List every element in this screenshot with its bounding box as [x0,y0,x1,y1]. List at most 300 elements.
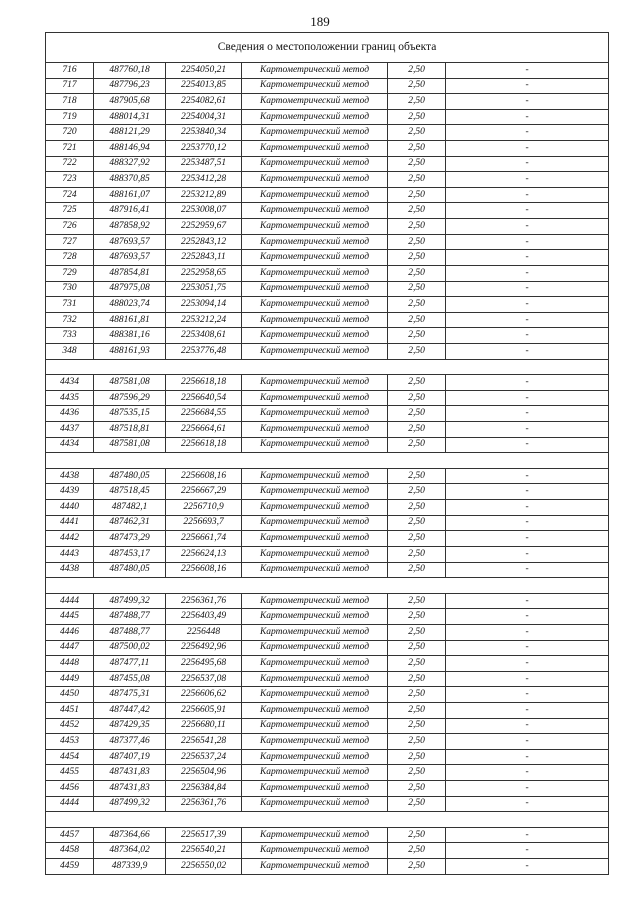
table-row [46,375,609,391]
table-row [46,343,609,359]
y-coordinate-cell: 2252959,67 [166,219,242,235]
y-coordinate-cell: 2256605,91 [166,702,242,718]
accuracy-cell: 2,50 [388,531,446,547]
method-cell: Картометрический метод [242,640,388,656]
description-cell: - [446,468,609,484]
method-cell: Картометрический метод [242,827,388,843]
table-row [46,546,609,562]
x-coordinate-cell: 487431,83 [94,781,166,797]
accuracy-cell: 2,50 [388,624,446,640]
point-number-cell: 730 [46,281,94,297]
method-cell: Картометрический метод [242,297,388,313]
accuracy-cell: 2,50 [388,437,446,453]
description-cell: - [446,827,609,843]
point-number-cell: 4452 [46,718,94,734]
description-cell: - [446,109,609,125]
table-row [46,203,609,219]
description-cell: - [446,343,609,359]
y-coordinate-cell: 2254004,31 [166,109,242,125]
point-number-cell: 4443 [46,546,94,562]
accuracy-cell: 2,50 [388,796,446,812]
accuracy-cell: 2,50 [388,203,446,219]
method-cell: Картометрический метод [242,281,388,297]
x-coordinate-cell: 487581,08 [94,437,166,453]
x-coordinate-cell: 487447,42 [94,702,166,718]
description-cell: - [446,375,609,391]
point-number-cell: 724 [46,187,94,203]
accuracy-cell: 2,50 [388,172,446,188]
description-cell: - [446,484,609,500]
accuracy-cell: 2,50 [388,515,446,531]
table-row [46,281,609,297]
description-cell: - [446,562,609,578]
description-cell: - [446,593,609,609]
point-number-cell: 716 [46,63,94,79]
description-cell: - [446,515,609,531]
y-coordinate-cell: 2256403,49 [166,609,242,625]
table-row [46,734,609,750]
accuracy-cell: 2,50 [388,78,446,94]
accuracy-cell: 2,50 [388,343,446,359]
y-coordinate-cell: 2256661,74 [166,531,242,547]
method-cell: Картометрический метод [242,781,388,797]
y-coordinate-cell: 2256540,21 [166,843,242,859]
y-coordinate-cell: 2256361,76 [166,593,242,609]
x-coordinate-cell: 487339,9 [94,859,166,875]
table-row [46,765,609,781]
point-number-cell: 732 [46,312,94,328]
point-number-cell: 4455 [46,765,94,781]
description-cell: - [446,437,609,453]
description-cell: - [446,796,609,812]
x-coordinate-cell: 487499,32 [94,593,166,609]
point-number-cell: 4434 [46,437,94,453]
y-coordinate-cell: 2256640,54 [166,390,242,406]
method-cell: Картометрический метод [242,172,388,188]
description-cell: - [446,624,609,640]
point-number-cell: 4440 [46,500,94,516]
method-cell: Картометрический метод [242,156,388,172]
method-cell: Картометрический метод [242,749,388,765]
x-coordinate-cell: 487455,08 [94,671,166,687]
point-number-cell: 4453 [46,734,94,750]
y-coordinate-cell: 2256384,84 [166,781,242,797]
method-cell: Картометрический метод [242,609,388,625]
group-separator-row [46,453,609,469]
table-row [46,172,609,188]
description-cell: - [446,390,609,406]
y-coordinate-cell: 2253212,89 [166,187,242,203]
description-cell: - [446,765,609,781]
y-coordinate-cell: 2253094,14 [166,297,242,313]
method-cell: Картометрический метод [242,531,388,547]
accuracy-cell: 2,50 [388,250,446,266]
table-row [46,749,609,765]
point-number-cell: 727 [46,234,94,250]
point-number-cell: 4458 [46,843,94,859]
x-coordinate-cell: 487475,31 [94,687,166,703]
y-coordinate-cell: 2256537,24 [166,749,242,765]
x-coordinate-cell: 487518,45 [94,484,166,500]
y-coordinate-cell: 2256664,61 [166,422,242,438]
accuracy-cell: 2,50 [388,718,446,734]
accuracy-cell: 2,50 [388,827,446,843]
point-number-cell: 4441 [46,515,94,531]
accuracy-cell: 2,50 [388,468,446,484]
method-cell: Картометрический метод [242,375,388,391]
table-row [46,390,609,406]
x-coordinate-cell: 487581,08 [94,375,166,391]
method-cell: Картометрический метод [242,265,388,281]
x-coordinate-cell: 488370,85 [94,172,166,188]
y-coordinate-cell: 2253776,48 [166,343,242,359]
accuracy-cell: 2,50 [388,109,446,125]
method-cell: Картометрический метод [242,219,388,235]
table-row [46,312,609,328]
table-row [46,827,609,843]
point-number-cell: 731 [46,297,94,313]
accuracy-cell: 2,50 [388,859,446,875]
table-row [46,468,609,484]
x-coordinate-cell: 487854,81 [94,265,166,281]
x-coordinate-cell: 487473,29 [94,531,166,547]
y-coordinate-cell: 2256667,29 [166,484,242,500]
table-row [46,484,609,500]
group-separator-cell [46,453,609,469]
table-title-row [46,33,609,63]
y-coordinate-cell: 2256624,13 [166,546,242,562]
y-coordinate-cell: 2256680,11 [166,718,242,734]
accuracy-cell: 2,50 [388,500,446,516]
x-coordinate-cell: 487480,05 [94,468,166,484]
table-row [46,219,609,235]
accuracy-cell: 2,50 [388,312,446,328]
accuracy-cell: 2,50 [388,234,446,250]
description-cell: - [446,172,609,188]
description-cell: - [446,859,609,875]
point-number-cell: 4436 [46,406,94,422]
method-cell: Картометрический метод [242,390,388,406]
group-separator-row [46,359,609,375]
accuracy-cell: 2,50 [388,640,446,656]
method-cell: Картометрический метод [242,468,388,484]
method-cell: Картометрический метод [242,562,388,578]
table-row [46,609,609,625]
description-cell: - [446,671,609,687]
x-coordinate-cell: 487453,17 [94,546,166,562]
y-coordinate-cell: 2254050,21 [166,63,242,79]
method-cell: Картометрический метод [242,78,388,94]
x-coordinate-cell: 488161,81 [94,312,166,328]
x-coordinate-cell: 487482,1 [94,500,166,516]
point-number-cell: 4447 [46,640,94,656]
method-cell: Картометрический метод [242,234,388,250]
y-coordinate-cell: 2253408,61 [166,328,242,344]
description-cell: - [446,250,609,266]
y-coordinate-cell: 2252843,11 [166,250,242,266]
accuracy-cell: 2,50 [388,94,446,110]
x-coordinate-cell: 487364,66 [94,827,166,843]
method-cell: Картометрический метод [242,515,388,531]
description-cell: - [446,281,609,297]
accuracy-cell: 2,50 [388,281,446,297]
method-cell: Картометрический метод [242,328,388,344]
accuracy-cell: 2,50 [388,562,446,578]
description-cell: - [446,63,609,79]
point-number-cell: 718 [46,94,94,110]
table-row [46,109,609,125]
point-number-cell: 4444 [46,796,94,812]
description-cell: - [446,328,609,344]
point-number-cell: 725 [46,203,94,219]
point-number-cell: 729 [46,265,94,281]
point-number-cell: 726 [46,219,94,235]
table-row [46,656,609,672]
method-cell: Картометрический метод [242,687,388,703]
x-coordinate-cell: 487858,92 [94,219,166,235]
point-number-cell: 733 [46,328,94,344]
description-cell: - [446,640,609,656]
y-coordinate-cell: 2256504,96 [166,765,242,781]
x-coordinate-cell: 487431,83 [94,765,166,781]
method-cell: Картометрический метод [242,125,388,141]
method-cell: Картометрический метод [242,343,388,359]
description-cell: - [446,843,609,859]
x-coordinate-cell: 488146,94 [94,141,166,157]
table-row [46,718,609,734]
method-cell: Картометрический метод [242,500,388,516]
x-coordinate-cell: 487596,29 [94,390,166,406]
description-cell: - [446,234,609,250]
accuracy-cell: 2,50 [388,219,446,235]
description-cell: - [446,94,609,110]
table-row [46,781,609,797]
x-coordinate-cell: 487693,57 [94,234,166,250]
point-number-cell: 4442 [46,531,94,547]
accuracy-cell: 2,50 [388,609,446,625]
x-coordinate-cell: 488161,07 [94,187,166,203]
accuracy-cell: 2,50 [388,406,446,422]
y-coordinate-cell: 2256693,7 [166,515,242,531]
table-row [46,328,609,344]
accuracy-cell: 2,50 [388,656,446,672]
x-coordinate-cell: 488161,93 [94,343,166,359]
accuracy-cell: 2,50 [388,265,446,281]
description-cell: - [446,546,609,562]
group-separator-cell [46,359,609,375]
method-cell: Картометрический метод [242,406,388,422]
method-cell: Картометрический метод [242,718,388,734]
point-number-cell: 4450 [46,687,94,703]
x-coordinate-cell: 488014,31 [94,109,166,125]
description-cell: - [446,265,609,281]
point-number-cell: 717 [46,78,94,94]
description-cell: - [446,156,609,172]
method-cell: Картометрический метод [242,94,388,110]
description-cell: - [446,734,609,750]
method-cell: Картометрический метод [242,250,388,266]
description-cell: - [446,781,609,797]
description-cell: - [446,125,609,141]
x-coordinate-cell: 487693,57 [94,250,166,266]
description-cell: - [446,187,609,203]
y-coordinate-cell: 2253770,12 [166,141,242,157]
y-coordinate-cell: 2256550,02 [166,859,242,875]
table-row [46,562,609,578]
y-coordinate-cell: 2256608,16 [166,562,242,578]
point-number-cell: 719 [46,109,94,125]
description-cell: - [446,203,609,219]
description-cell: - [446,702,609,718]
accuracy-cell: 2,50 [388,765,446,781]
y-coordinate-cell: 2253051,75 [166,281,242,297]
description-cell: - [446,656,609,672]
table-row [46,515,609,531]
x-coordinate-cell: 487535,15 [94,406,166,422]
accuracy-cell: 2,50 [388,843,446,859]
table-row [46,796,609,812]
accuracy-cell: 2,50 [388,63,446,79]
table-row [46,63,609,79]
table-row [46,187,609,203]
point-number-cell: 4444 [46,593,94,609]
table-row [46,593,609,609]
x-coordinate-cell: 487477,11 [94,656,166,672]
y-coordinate-cell: 2252843,12 [166,234,242,250]
description-cell: - [446,297,609,313]
point-number-cell: 720 [46,125,94,141]
point-number-cell: 4438 [46,562,94,578]
method-cell: Картометрический метод [242,484,388,500]
y-coordinate-cell: 2254082,61 [166,94,242,110]
method-cell: Картометрический метод [242,63,388,79]
y-coordinate-cell: 2256517,39 [166,827,242,843]
point-number-cell: 4459 [46,859,94,875]
y-coordinate-cell: 2256492,96 [166,640,242,656]
accuracy-cell: 2,50 [388,734,446,750]
point-number-cell: 722 [46,156,94,172]
table-row [46,250,609,266]
y-coordinate-cell: 2253212,24 [166,312,242,328]
accuracy-cell: 2,50 [388,297,446,313]
method-cell: Картометрический метод [242,702,388,718]
y-coordinate-cell: 2256495,68 [166,656,242,672]
accuracy-cell: 2,50 [388,141,446,157]
accuracy-cell: 2,50 [388,593,446,609]
table-row [46,671,609,687]
point-number-cell: 4437 [46,422,94,438]
description-cell: - [446,687,609,703]
point-number-cell: 4435 [46,390,94,406]
x-coordinate-cell: 488121,29 [94,125,166,141]
point-number-cell: 4454 [46,749,94,765]
table-row [46,687,609,703]
table-row [46,297,609,313]
method-cell: Картометрический метод [242,624,388,640]
y-coordinate-cell: 2253412,28 [166,172,242,188]
point-number-cell: 4434 [46,375,94,391]
accuracy-cell: 2,50 [388,702,446,718]
method-cell: Картометрический метод [242,843,388,859]
point-number-cell: 4445 [46,609,94,625]
point-number-cell: 728 [46,250,94,266]
method-cell: Картометрический метод [242,734,388,750]
table-row [46,141,609,157]
point-number-cell: 4449 [46,671,94,687]
x-coordinate-cell: 487499,32 [94,796,166,812]
accuracy-cell: 2,50 [388,422,446,438]
x-coordinate-cell: 487796,23 [94,78,166,94]
accuracy-cell: 2,50 [388,671,446,687]
table-row [46,125,609,141]
table-row [46,156,609,172]
table-row [46,437,609,453]
description-cell: - [446,749,609,765]
y-coordinate-cell: 2256361,76 [166,796,242,812]
description-cell: - [446,78,609,94]
method-cell: Картометрический метод [242,656,388,672]
accuracy-cell: 2,50 [388,156,446,172]
point-number-cell: 4446 [46,624,94,640]
point-number-cell: 4457 [46,827,94,843]
method-cell: Картометрический метод [242,312,388,328]
point-number-cell: 721 [46,141,94,157]
y-coordinate-cell: 2253487,51 [166,156,242,172]
accuracy-cell: 2,50 [388,328,446,344]
table-row [46,406,609,422]
method-cell: Картометрический метод [242,796,388,812]
x-coordinate-cell: 487760,18 [94,63,166,79]
x-coordinate-cell: 487407,19 [94,749,166,765]
accuracy-cell: 2,50 [388,187,446,203]
table-title: Сведения о местоположении границ объекта [46,33,609,63]
x-coordinate-cell: 487500,02 [94,640,166,656]
method-cell: Картометрический метод [242,671,388,687]
description-cell: - [446,500,609,516]
x-coordinate-cell: 487975,08 [94,281,166,297]
y-coordinate-cell: 2254013,85 [166,78,242,94]
accuracy-cell: 2,50 [388,484,446,500]
y-coordinate-cell: 2256541,28 [166,734,242,750]
y-coordinate-cell: 2256618,18 [166,437,242,453]
method-cell: Картометрический метод [242,187,388,203]
table-row [46,640,609,656]
point-number-cell: 4439 [46,484,94,500]
point-number-cell: 4456 [46,781,94,797]
description-cell: - [446,422,609,438]
y-coordinate-cell: 2256618,18 [166,375,242,391]
accuracy-cell: 2,50 [388,781,446,797]
table-row [46,531,609,547]
x-coordinate-cell: 487480,05 [94,562,166,578]
description-cell: - [446,141,609,157]
x-coordinate-cell: 487905,68 [94,94,166,110]
y-coordinate-cell: 2256684,55 [166,406,242,422]
table-row [46,422,609,438]
x-coordinate-cell: 487377,46 [94,734,166,750]
x-coordinate-cell: 487364,02 [94,843,166,859]
group-separator-row [46,812,609,828]
accuracy-cell: 2,50 [388,390,446,406]
x-coordinate-cell: 488381,16 [94,328,166,344]
table-row [46,859,609,875]
method-cell: Картометрический метод [242,203,388,219]
method-cell: Картометрический метод [242,765,388,781]
table-row [46,843,609,859]
method-cell: Картометрический метод [242,437,388,453]
description-cell: - [446,718,609,734]
table-row [46,702,609,718]
